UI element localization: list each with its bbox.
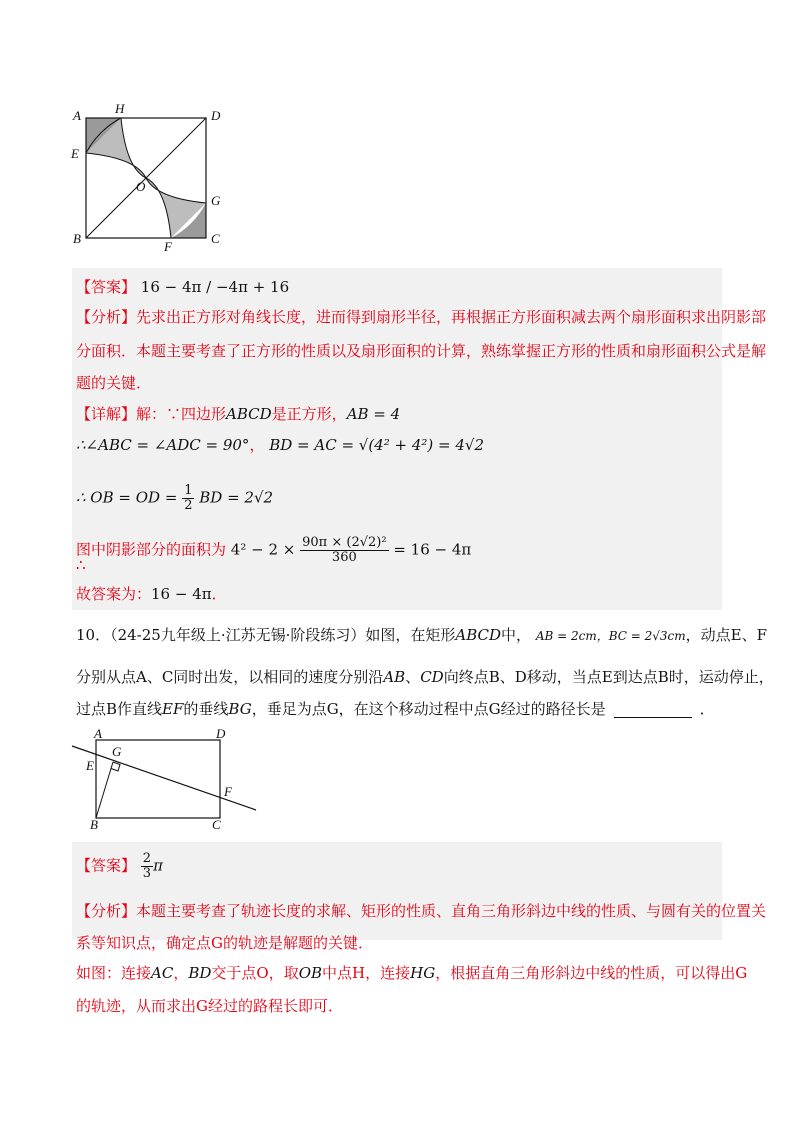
math-ob: OB — [298, 964, 323, 982]
q9-detail-line-4 — [76, 536, 471, 565]
question-text: 分别从点A、C同时出发，以相同的速度分别沿 — [76, 668, 384, 686]
q9-detail-line-3 — [76, 484, 273, 513]
detail-text: 图中阴影部分的面积为 — [76, 540, 227, 559]
label-C: C — [211, 231, 220, 246]
detail-text: 是正方形， — [271, 405, 347, 423]
q9-answer — [76, 276, 289, 298]
question-text: ，动点E、F — [685, 626, 768, 644]
label-H: H — [115, 101, 125, 116]
analysis-text: 本题主要考查了轨迹长度的求解、矩形的性质、直角三角形斜边中线的性质、与圆有关的位置关 — [136, 902, 767, 920]
label-F: F — [224, 784, 232, 799]
math-angles: ∴∠ABC = ∠ADC = 90° — [76, 436, 250, 454]
q10-line-2 — [76, 666, 774, 688]
q9-analysis-line-2: 分面积．本题主要考查了正方形的性质以及扇形面积的计算，熟练掌握正方形的性质和扇形面积公式是解 — [76, 342, 767, 360]
q10-answer — [76, 852, 163, 881]
label-E: E — [71, 146, 79, 161]
q9-final-answer — [76, 583, 227, 605]
analysis-tag: 【分析】 — [76, 308, 137, 326]
method-text: 交于点O，取 — [211, 964, 299, 982]
fraction-sector — [300, 536, 388, 565]
q10-line-3 — [76, 698, 715, 720]
q10-solution-background — [72, 842, 722, 940]
rectangle-figure — [68, 726, 268, 832]
math-ab: AB = 2cm — [535, 629, 597, 643]
q9-analysis-line-1 — [76, 306, 766, 328]
detail-text: 解：∵四边形 — [136, 405, 227, 423]
math-bd: BD = 2√2 — [199, 488, 274, 507]
math-area-a: 4² − 2 × — [230, 540, 296, 559]
question-source: （24-25九年级上·江苏无锡·阶段练习） — [110, 626, 366, 644]
label-B: B — [90, 817, 98, 832]
math-abcd: ABCD — [226, 405, 272, 423]
math-diagonal: BD = AC = √(4² + 4²) = 4√2 — [269, 436, 485, 454]
therefore-symbol: ∴ — [76, 556, 86, 574]
math-ob: ∴ OB = OD = — [76, 488, 178, 507]
label-O: O — [136, 179, 146, 194]
denominator: 3 — [142, 866, 152, 881]
question-text: ，垂足为点G，在这个移动过程中点G经过的路径长是 — [251, 700, 606, 718]
label-D: D — [211, 108, 221, 123]
answer-tag: 【答案】 — [76, 856, 137, 875]
label-G: G — [112, 744, 122, 759]
question-number: 10． — [76, 626, 111, 644]
final-value: 16 − 4π — [151, 585, 212, 603]
label-B: B — [73, 231, 81, 246]
final-dot: ． — [211, 585, 227, 603]
math-ac: AC — [151, 964, 174, 982]
q10-analysis-line-2: 系等知识点，确定点G的轨迹是解题的关键． — [76, 934, 373, 952]
math-bd: BD — [188, 964, 212, 982]
label-A: A — [73, 108, 81, 123]
math-area-result: = 16 − 4π — [393, 540, 472, 559]
math-hg: HG — [410, 964, 436, 982]
q10-line-1 — [76, 624, 767, 647]
denominator: 360 — [331, 550, 357, 565]
label-E: E — [86, 758, 94, 773]
fraction-half — [182, 484, 194, 513]
q10-method-line-2: 的轨迹，从而求出G经过的路程长即可． — [76, 997, 343, 1015]
analysis-tag: 【分析】 — [76, 902, 137, 920]
q10-analysis-line-1 — [76, 900, 766, 922]
label-C: C — [212, 817, 221, 832]
denominator: 2 — [184, 498, 193, 513]
analysis-text: 先求出正方形对角线长度，进而得到扇形半径，再根据正方形面积减去两个扇形面积求出阴影部 — [136, 308, 767, 326]
numerator: 90π × (2√2)² — [302, 535, 387, 550]
final-text: 故答案为： — [76, 585, 152, 603]
question-end: ． — [699, 700, 715, 718]
label-F: F — [164, 239, 172, 254]
comma: ， — [249, 436, 265, 454]
square-figure — [66, 98, 236, 258]
answer-value: 16 − 4π / −4π + 16 — [140, 278, 290, 296]
q9-analysis-line-3: 题的关键． — [76, 374, 152, 392]
question-text: 中， — [501, 626, 532, 644]
label-D: D — [216, 726, 226, 741]
separator: 、 — [405, 668, 421, 686]
math-ab: AB — [383, 668, 406, 686]
q9-detail-line-2 — [76, 434, 484, 456]
math-ef: EF — [162, 700, 184, 718]
label-G: G — [211, 193, 221, 208]
math-bg: BG — [228, 700, 252, 718]
q9-detail-line-1 — [76, 403, 400, 425]
question-text: 如图，在矩形 — [365, 626, 456, 644]
answer-blank — [614, 703, 692, 718]
q10-method-line-1 — [76, 962, 747, 984]
detail-tag: 【详解】 — [76, 405, 137, 423]
answer-pi: π — [153, 856, 163, 875]
question-text: 的垂线 — [183, 700, 229, 718]
math-bc: ，BC = 2√3cm — [596, 629, 686, 643]
answer-tag: 【答案】 — [76, 278, 137, 296]
question-text: 过点B作直线 — [76, 700, 163, 718]
method-text: 如图：连接 — [76, 964, 152, 982]
method-text: 中点H，连接 — [322, 964, 411, 982]
numerator: 1 — [184, 483, 193, 498]
math-abcd: ABCD — [455, 626, 502, 644]
math-ab: AB = 4 — [346, 405, 401, 423]
segment-bg — [96, 762, 113, 818]
method-text: ， — [173, 964, 189, 982]
line-ef — [72, 746, 256, 810]
math-cd: CD — [420, 668, 444, 686]
method-text: ，根据直角三角形斜边中线的性质，可以得出G — [435, 964, 748, 982]
question-text: 向终点B、D移动，当点E到达点B时，运动停止， — [443, 668, 774, 686]
label-A: A — [94, 726, 102, 741]
answer-fraction — [141, 852, 153, 881]
numerator: 2 — [142, 851, 152, 866]
